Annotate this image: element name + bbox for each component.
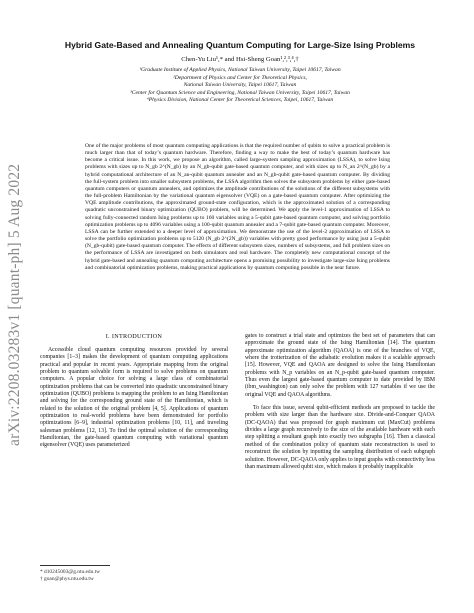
- paper-title: Hybrid Gate-Based and Annealing Quantum Computing for Large-Size Ising Problems: [64, 40, 416, 50]
- abstract: One of the major problems of most quantum computing applications is that the required number of qubits to solve a practical problem is much larger than that of today’s quantum hardware. Therefore, finding a way to make the best of today’s quantum hardware has become a critical issue. In this work, we propose an algorithm, called large-system sampling approximation (LSSA), to solve Ising problems with sizes up to N_gb 2^(N_gb) by an N_gb-qubit gate-based quantum computer, and with sizes up to N_an 2^(N_gb) by a hybrid computational architecture of an N_an-qubit quantum annealer and an N_gb-qubit gate-based quantum computer. By dividing the full-system problem into smaller subsystem problems, the LSSA algorithm then solves the subsystem problems by either gate-based quantum computers or quantum annealers, and optimizes the amplitude contributions of the solutions of the different subsystems with the full-problem Hamiltonian by the variational quantum eigensolver (VQE) on a gate-based quantum computer. After optimizing the VQE amplitude contributions, the approximated ground-state configuration, which is the approximated solution of a corresponding quadratic unconstrained binary optimization (QUBO) problem, will be determined. We apply the level-1 approximation of LSSA to solving fully-connected random Ising problems up to 160 variables using a 5-qubit gate-based quantum computer, and solving portfolio optimization problems up to 4096 variables using a 100-qubit quantum annealer and a 7-qubit gate-based quantum computer. Moreover, LSSA can be further extended to a deeper level of approximation. We demonstrate the use of the level-2 approximation of LSSA to solve the portfolio optimization problems up to 5120 (N_gb 2^(2N_gb)) variables with pretty good performance by using just a 5-qubit (N_gb-qubit) gate-based quantum computer. The effects of different subsystem sizes, numbers of subsystems, and full problem sizes on the performance of LSSA are investigated on both simulators and real hardware. The completely new computational concept of the hybrid gate-based and annealing quantum computing architecture opens a promising possibility to investigate large-size Ising problems and combinatorial optimization problems, making practical applications by quantum computing possible in the near future.: [85, 143, 390, 271]
- affiliation-1: ¹Graduate Institute of Applied Physics, National Taiwan University, Taipei 10617, Taiwan: [139, 67, 341, 73]
- section-heading: I. INTRODUCTION: [105, 333, 163, 340]
- affiliation-list: [40, 67, 440, 105]
- intro-paragraph-1-cont: gates to construct a trial state and optimizes the best set of parameters that can approximate the ground state of the Ising Hamiltonian [14]. The quantum approximate optimization algorithm (QAOA) is one of the branches of VQE, where the trotterization of the adiabatic evolution makes it a scalable approach [15]. However, VQE and QAOA are designed to solve the Ising Hamiltonian problems with N_p variables on an N_p-qubit gate-based quantum computer. Thus even the largest gate-based quantum computer to date provided by IBM (ibm_washington) can only solve the problem with 127 variables if we use the original VQE and QAOA algorithms.: [245, 333, 435, 398]
- footnote-divider: [40, 565, 110, 566]
- affiliation-4: ⁴Physics Division, National Center for Theoretical Sciences, Taipei, 10617, Taiwan: [146, 97, 334, 104]
- left-column: [40, 333, 228, 450]
- footnote-email-2[interactable]: † goan@phys.ntu.edu.tw: [40, 576, 94, 582]
- footnotes: [40, 565, 180, 583]
- intro-paragraph-2: To face this issue, several qubit-efficient methods are proposed to tackle the problem with size larger than the hardware size. Divide-and-Conquer QAOA (DC-QAOA) that was proposed for graph maximum cut (MaxCut) problems divides a large graph recursively to the size of the available hardware with each step splitting a resultant graph into exactly two subgraphs [16]. Then a classical method of the combination policy of quantum state reconstruction is used to reconstruct the solution by inputting the sampling distribution of each subgraph solution. However, DC-QAOA only applies to input graphs with connectivity less than maximum allowed qubit size, which makes it probably inapplicable: [245, 405, 435, 470]
- footnote-email-1[interactable]: * d10245003@g.ntu.edu.tw: [40, 569, 101, 575]
- affiliation-3: ³Center for Quantum Science and Engineering, National Taiwan University, Taipei 10617, Taiwan: [130, 89, 350, 96]
- right-column: [245, 333, 435, 471]
- affiliation-2-cont: National Taiwan University, Taipei 10617, Taiwan: [183, 82, 297, 89]
- arxiv-identifier: arXiv:2208.03283v1 [quant-ph] 5 Aug 2022: [6, 163, 23, 447]
- affiliation-2: ²Department of Physics and Center for Theoretical Physics,: [173, 74, 307, 81]
- intro-paragraph-1: Accessible cloud quantum computing resources provided by several companies [1–3] makes the development of quantum computing applications practical and popular in recent years. Appropriate mapping from the original problem to quantum solvable form is required to solve problems on quantum computers. A popular choice for solving a large class of combinatorial optimization problems that can be converted into quadratic unconstrained binary optimization (QUBO) problems is mapping the problem to an Ising Hamiltonian and solving for the corresponding ground state of the Hamiltonian, which is related to the solution of the original problem [4, 5]. Applications of quantum optimization to real-world problems have been demonstrated for portfolio optimizations [6–9], industrial optimization problems [10, 11], and traveling salesman problems [12, 13]. To find the optimal solution of the corresponding Hamiltonian, the gate-based quantum computing with variational quantum eigensolver (VQE) uses parameterized: [40, 347, 228, 449]
- author-list: Chen-Yu Liu¹,* and Hsi-Sheng Goan¹,²,³,⁴,†: [181, 56, 299, 63]
